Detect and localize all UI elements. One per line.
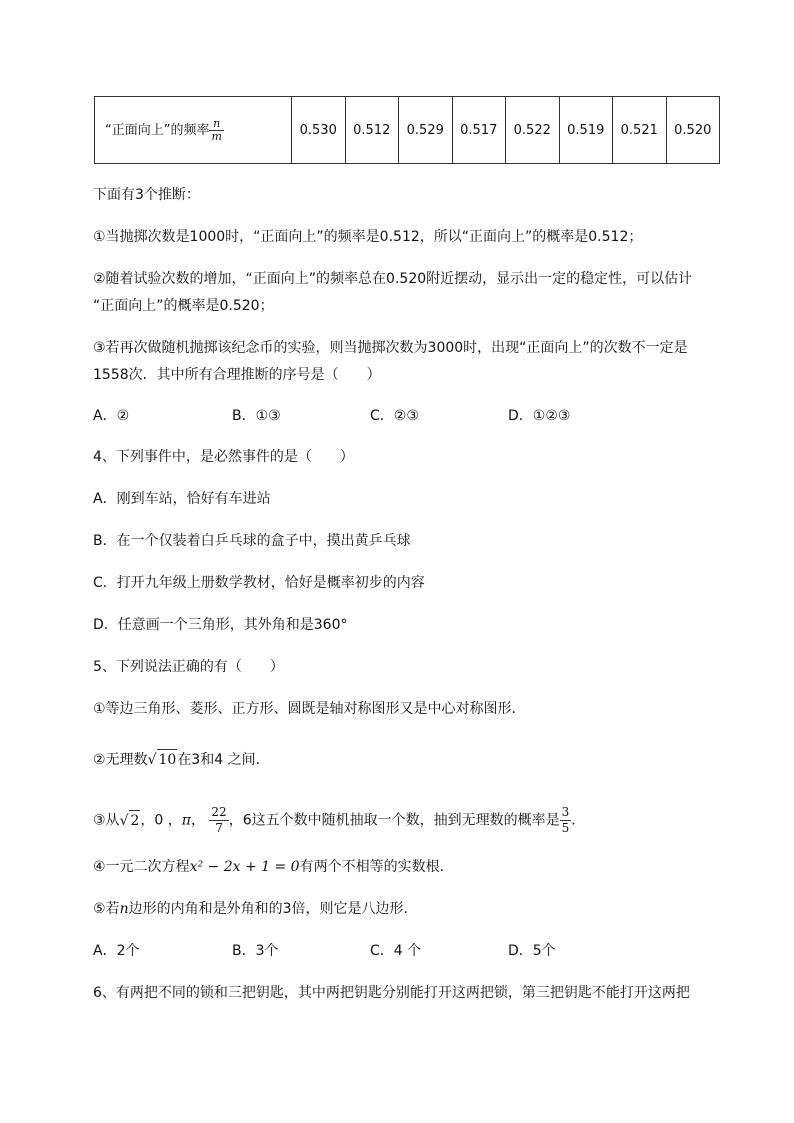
q5-s2-pre: ②无理数: [93, 752, 148, 768]
q5-stem: 5、下列说法正确的有（ ）: [93, 659, 284, 675]
fraction-numerator: 3: [561, 805, 570, 819]
q5-s5-post: 边形的内角和是外角和的3倍，则它是八边形．: [128, 901, 418, 917]
q3-option-b: B．①③: [232, 408, 281, 424]
fraction-denominator: 5: [561, 821, 570, 835]
q5-s2-post: 在3和4 之间．: [177, 752, 270, 768]
radicand: 10: [157, 749, 177, 770]
q5-option-b: B．3个: [232, 943, 279, 959]
sqrt-2: √ 2: [120, 813, 141, 829]
table-row: [95, 97, 720, 164]
q5-statement-2: [93, 749, 270, 770]
q5-s5-pre: ⑤若: [93, 901, 120, 917]
table-cell: 0.529: [399, 97, 453, 164]
q3-statement-2-line2: “正面向上”的概率是0.520；: [93, 298, 274, 314]
q5-s3-mid3: ，6这五个数中随机抽取一个数，抽到无理数的概率是: [228, 812, 560, 829]
table-cell: 0.517: [452, 97, 506, 164]
q4-option-c: C．打开九年级上册数学教材，恰好是概率初步的内容: [93, 575, 425, 591]
q4-option-a: A．刚到车站，恰好有车进站: [93, 491, 271, 507]
q4-option-b: B．在一个仅装着白乒乓球的盒子中，摸出黄乒乓球: [93, 533, 411, 549]
fraction-numerator: n: [209, 118, 223, 131]
q5-statement-1: ①等边三角形、菱形、正方形、圆既是轴对称图形又是中心对称图形．: [93, 701, 526, 717]
pi-symbol: π: [181, 812, 191, 829]
table-cell: 0.522: [506, 97, 560, 164]
radicand: 2: [129, 810, 140, 831]
q4-option-d: D．任意画一个三角形，其外角和是360°: [93, 617, 348, 633]
table-cell: 0.521: [613, 97, 667, 164]
fraction-3-over-5: [560, 805, 572, 836]
q5-option-a: A．2个: [93, 943, 140, 959]
q5-option-c: C．4 个: [370, 943, 422, 959]
frequency-table: [94, 96, 720, 164]
quadratic-equation: x² − 2x + 1 = 0: [189, 859, 300, 875]
q3-option-c: C．②③: [370, 408, 419, 424]
fraction-numerator: 22: [211, 805, 227, 819]
q3-statement-1: ①当抛掷次数是1000时，“正面向上”的频率是0.512，所以“正面向上”的概率是0.512；: [93, 229, 643, 245]
q3-statement-2-line1: ②随着试验次数的增加，“正面向上”的频率总在0.520附近摆动，显示出一定的稳定性，可以估计: [93, 271, 693, 287]
q5-s3-end: ．: [571, 812, 586, 829]
table-cell: 0.520: [666, 97, 720, 164]
q5-s3-mid1: ，0 ，: [140, 812, 182, 829]
q5-s3-pre: ③从: [93, 812, 120, 829]
fraction-22-over-7: [209, 805, 228, 836]
table-cell: 0.512: [345, 97, 399, 164]
sqrt-10: √ 10: [148, 752, 178, 768]
q3-statement-3-line1: ③若再次做随机抛掷该纪念币的实验，则当抛掷次数为3000时，出现“正面向上”的次数不一定是: [93, 340, 688, 356]
q4-stem: 4、下列事件中，是必然事件的是（ ）: [93, 449, 354, 465]
table-cell: 0.530: [292, 97, 346, 164]
q5-statement-3: [93, 805, 585, 836]
fraction-n-over-m: [209, 118, 223, 143]
q6-stem: 6、有两把不同的锁和三把钥匙，其中两把钥匙分别能打开这两把锁，第三把钥匙不能打开这两把: [93, 985, 690, 1001]
row-label: [95, 97, 292, 164]
q5-statement-4: [93, 857, 454, 877]
q5-s3-mid2: ，: [190, 812, 205, 829]
fraction-denominator: 7: [215, 821, 223, 835]
q5-option-d: D．5个: [508, 943, 556, 959]
q5-statement-5: [93, 899, 418, 919]
row-label-text: “正面向上”的频率: [105, 122, 210, 138]
fraction-denominator: m: [211, 129, 222, 143]
q5-s4-pre: ④一元二次方程: [93, 859, 190, 875]
q3-intro: 下面有3个推断：: [93, 187, 200, 203]
q3-option-a: A．②: [93, 408, 130, 424]
q3-option-d: D．①②③: [508, 408, 571, 424]
q5-s4-post: 有两个不相等的实数根．: [299, 859, 454, 875]
table-cell: 0.519: [559, 97, 613, 164]
q3-statement-3-line2: 1558次．其中所有合理推断的序号是（ ）: [93, 367, 381, 383]
n-variable: n: [119, 901, 129, 917]
